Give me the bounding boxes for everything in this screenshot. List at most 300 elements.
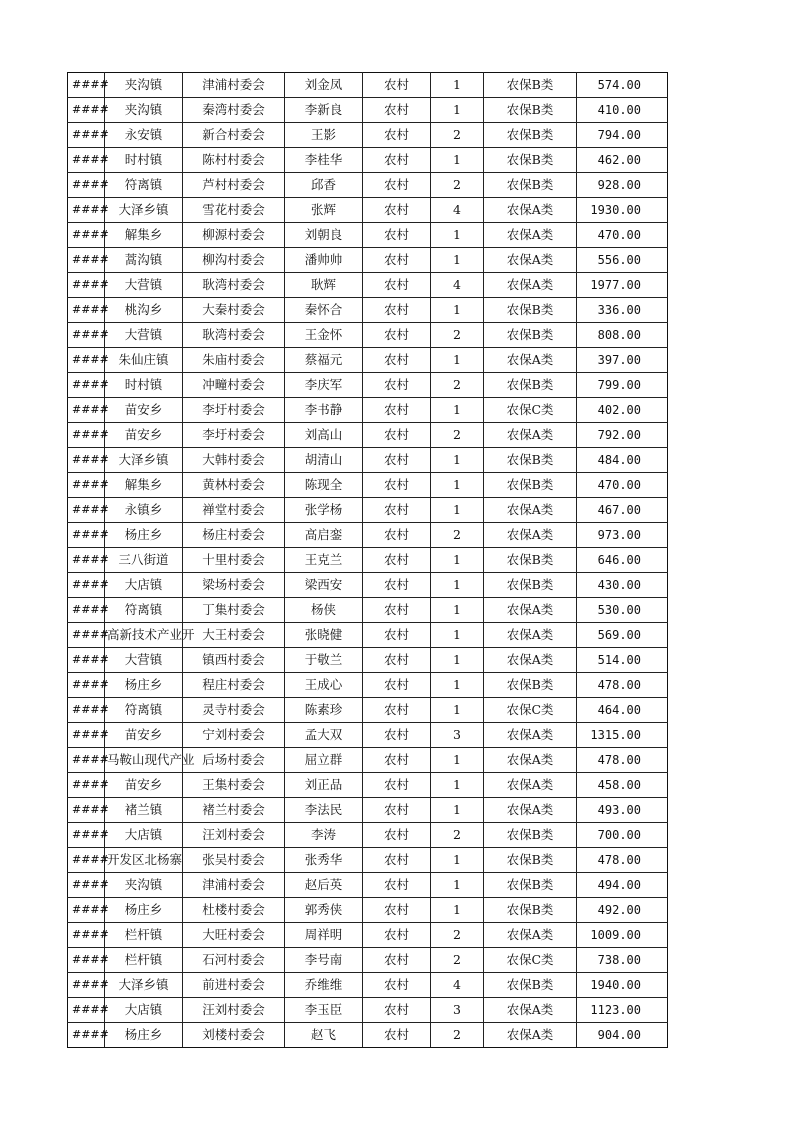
record-id-cell: ####	[68, 348, 105, 373]
table-row	[68, 448, 668, 473]
village-committee-cell: 新合村委会	[183, 123, 285, 148]
table-row	[68, 98, 668, 123]
name-cell: 于敬兰	[285, 648, 363, 673]
amount-cell: 478.00	[577, 673, 668, 698]
village-committee-cell: 黄林村委会	[183, 473, 285, 498]
household-size-cell: 3	[431, 998, 484, 1023]
village-committee-cell: 张吴村委会	[183, 848, 285, 873]
household-size-cell: 3	[431, 723, 484, 748]
record-id-cell: ####	[68, 748, 105, 773]
village-committee-cell: 后场村委会	[183, 748, 285, 773]
insurance-category-cell: 农保B类	[484, 823, 577, 848]
amount-cell: 478.00	[577, 848, 668, 873]
record-id-cell: ####	[68, 398, 105, 423]
household-size-cell: 1	[431, 748, 484, 773]
household-type-cell: 农村	[363, 298, 431, 323]
village-committee-cell: 大韩村委会	[183, 448, 285, 473]
name-cell: 李号南	[285, 948, 363, 973]
name-cell: 陈素珍	[285, 698, 363, 723]
insurance-category-cell: 农保A类	[484, 1023, 577, 1048]
village-committee-cell: 杨庄村委会	[183, 523, 285, 548]
township-cell: 高新技术产业开	[105, 623, 183, 648]
village-committee-cell: 十里村委会	[183, 548, 285, 573]
table-row	[68, 523, 668, 548]
amount-cell: 1123.00	[577, 998, 668, 1023]
record-id-cell: ####	[68, 1023, 105, 1048]
table-row	[68, 123, 668, 148]
name-cell: 屈立群	[285, 748, 363, 773]
household-type-cell: 农村	[363, 723, 431, 748]
insurance-category-cell: 农保A类	[484, 798, 577, 823]
insurance-category-cell: 农保B类	[484, 73, 577, 98]
record-id-cell: ####	[68, 498, 105, 523]
name-cell: 梁西安	[285, 573, 363, 598]
household-size-cell: 1	[431, 798, 484, 823]
amount-cell: 462.00	[577, 148, 668, 173]
township-cell: 符离镇	[105, 173, 183, 198]
household-type-cell: 农村	[363, 748, 431, 773]
township-cell: 苗安乡	[105, 423, 183, 448]
village-committee-cell: 王集村委会	[183, 773, 285, 798]
household-type-cell: 农村	[363, 473, 431, 498]
table-row	[68, 198, 668, 223]
township-cell: 符离镇	[105, 598, 183, 623]
township-cell: 杨庄乡	[105, 898, 183, 923]
name-cell: 杨侠	[285, 598, 363, 623]
village-committee-cell: 津浦村委会	[183, 73, 285, 98]
amount-cell: 470.00	[577, 223, 668, 248]
record-id-cell: ####	[68, 798, 105, 823]
household-size-cell: 1	[431, 623, 484, 648]
record-id-cell: ####	[68, 173, 105, 198]
record-id-cell: ####	[68, 873, 105, 898]
household-size-cell: 1	[431, 698, 484, 723]
township-cell: 苗安乡	[105, 723, 183, 748]
amount-cell: 430.00	[577, 573, 668, 598]
household-type-cell: 农村	[363, 198, 431, 223]
household-type-cell: 农村	[363, 698, 431, 723]
insurance-category-cell: 农保B类	[484, 673, 577, 698]
amount-cell: 336.00	[577, 298, 668, 323]
household-type-cell: 农村	[363, 273, 431, 298]
insurance-category-cell: 农保A类	[484, 923, 577, 948]
table-row	[68, 748, 668, 773]
record-id-cell: ####	[68, 423, 105, 448]
table-row	[68, 273, 668, 298]
record-id-cell: ####	[68, 673, 105, 698]
insurance-category-cell: 农保B类	[484, 473, 577, 498]
household-type-cell: 农村	[363, 673, 431, 698]
amount-cell: 410.00	[577, 98, 668, 123]
household-size-cell: 1	[431, 73, 484, 98]
name-cell: 张辉	[285, 198, 363, 223]
insurance-category-cell: 农保B类	[484, 973, 577, 998]
insurance-category-cell: 农保A类	[484, 248, 577, 273]
record-id-cell: ####	[68, 923, 105, 948]
name-cell: 王克兰	[285, 548, 363, 573]
table-row	[68, 873, 668, 898]
insurance-category-cell: 农保A类	[484, 223, 577, 248]
table-row	[68, 648, 668, 673]
village-committee-cell: 大王村委会	[183, 623, 285, 648]
table-row	[68, 773, 668, 798]
household-size-cell: 2	[431, 923, 484, 948]
household-size-cell: 4	[431, 273, 484, 298]
village-committee-cell: 大旺村委会	[183, 923, 285, 948]
name-cell: 张晓健	[285, 623, 363, 648]
record-id-cell: ####	[68, 248, 105, 273]
record-id-cell: ####	[68, 123, 105, 148]
village-committee-cell: 津浦村委会	[183, 873, 285, 898]
name-cell: 赵后英	[285, 873, 363, 898]
household-size-cell: 1	[431, 298, 484, 323]
name-cell: 刘金凤	[285, 73, 363, 98]
household-type-cell: 农村	[363, 598, 431, 623]
household-size-cell: 1	[431, 223, 484, 248]
village-committee-cell: 柳沟村委会	[183, 248, 285, 273]
township-cell: 蒿沟镇	[105, 248, 183, 273]
amount-cell: 1315.00	[577, 723, 668, 748]
household-size-cell: 2	[431, 323, 484, 348]
township-cell: 桃沟乡	[105, 298, 183, 323]
table-row	[68, 923, 668, 948]
village-committee-cell: 芦村村委会	[183, 173, 285, 198]
insurance-category-cell: 农保B类	[484, 98, 577, 123]
record-id-cell: ####	[68, 223, 105, 248]
table-row	[68, 548, 668, 573]
name-cell: 刘正品	[285, 773, 363, 798]
record-id-cell: ####	[68, 898, 105, 923]
name-cell: 张学杨	[285, 498, 363, 523]
household-size-cell: 1	[431, 548, 484, 573]
village-committee-cell: 汪刘村委会	[183, 998, 285, 1023]
township-cell: 杨庄乡	[105, 1023, 183, 1048]
record-id-cell: ####	[68, 948, 105, 973]
amount-cell: 402.00	[577, 398, 668, 423]
township-cell: 时村镇	[105, 373, 183, 398]
household-type-cell: 农村	[363, 348, 431, 373]
record-id-cell: ####	[68, 198, 105, 223]
insurance-category-cell: 农保B类	[484, 873, 577, 898]
household-type-cell: 农村	[363, 248, 431, 273]
village-committee-cell: 朱庙村委会	[183, 348, 285, 373]
table-row	[68, 298, 668, 323]
insurance-category-cell: 农保C类	[484, 948, 577, 973]
household-size-cell: 2	[431, 373, 484, 398]
table-row	[68, 973, 668, 998]
record-id-cell: ####	[68, 623, 105, 648]
name-cell: 郭秀侠	[285, 898, 363, 923]
name-cell: 胡清山	[285, 448, 363, 473]
village-committee-cell: 杜楼村委会	[183, 898, 285, 923]
table-row	[68, 1023, 668, 1048]
table-row	[68, 598, 668, 623]
township-cell: 大营镇	[105, 648, 183, 673]
name-cell: 耿辉	[285, 273, 363, 298]
insurance-category-cell: 农保A类	[484, 198, 577, 223]
township-cell: 褚兰镇	[105, 798, 183, 823]
table-row	[68, 723, 668, 748]
amount-cell: 792.00	[577, 423, 668, 448]
table-row	[68, 73, 668, 98]
amount-cell: 514.00	[577, 648, 668, 673]
household-type-cell: 农村	[363, 798, 431, 823]
household-size-cell: 2	[431, 423, 484, 448]
household-size-cell: 1	[431, 873, 484, 898]
name-cell: 刘朝良	[285, 223, 363, 248]
township-cell: 开发区北杨寨	[105, 848, 183, 873]
record-id-cell: ####	[68, 98, 105, 123]
township-cell: 时村镇	[105, 148, 183, 173]
record-id-cell: ####	[68, 973, 105, 998]
village-committee-cell: 梁场村委会	[183, 573, 285, 598]
household-type-cell: 农村	[363, 548, 431, 573]
amount-cell: 458.00	[577, 773, 668, 798]
household-size-cell: 2	[431, 948, 484, 973]
name-cell: 王影	[285, 123, 363, 148]
household-size-cell: 1	[431, 248, 484, 273]
village-committee-cell: 灵寺村委会	[183, 698, 285, 723]
township-cell: 符离镇	[105, 698, 183, 723]
household-type-cell: 农村	[363, 998, 431, 1023]
township-cell: 解集乡	[105, 473, 183, 498]
village-committee-cell: 禅堂村委会	[183, 498, 285, 523]
insurance-category-cell: 农保B类	[484, 173, 577, 198]
household-size-cell: 1	[431, 398, 484, 423]
township-cell: 朱仙庄镇	[105, 348, 183, 373]
table-row	[68, 398, 668, 423]
name-cell: 赵飞	[285, 1023, 363, 1048]
household-size-cell: 1	[431, 498, 484, 523]
table-row	[68, 323, 668, 348]
township-cell: 杨庄乡	[105, 673, 183, 698]
household-type-cell: 农村	[363, 948, 431, 973]
insurance-category-cell: 农保A类	[484, 273, 577, 298]
record-id-cell: ####	[68, 573, 105, 598]
household-size-cell: 2	[431, 123, 484, 148]
amount-cell: 470.00	[577, 473, 668, 498]
amount-cell: 467.00	[577, 498, 668, 523]
insurance-category-cell: 农保A类	[484, 623, 577, 648]
household-size-cell: 1	[431, 848, 484, 873]
household-type-cell: 农村	[363, 148, 431, 173]
record-id-cell: ####	[68, 323, 105, 348]
township-cell: 夹沟镇	[105, 73, 183, 98]
name-cell: 王金怀	[285, 323, 363, 348]
assistance-roster-table	[67, 72, 668, 1048]
name-cell: 李新良	[285, 98, 363, 123]
record-id-cell: ####	[68, 823, 105, 848]
household-type-cell: 农村	[363, 373, 431, 398]
township-cell: 大店镇	[105, 573, 183, 598]
household-size-cell: 1	[431, 573, 484, 598]
household-type-cell: 农村	[363, 898, 431, 923]
table-row	[68, 898, 668, 923]
record-id-cell: ####	[68, 473, 105, 498]
record-id-cell: ####	[68, 373, 105, 398]
household-size-cell: 1	[431, 348, 484, 373]
record-id-cell: ####	[68, 298, 105, 323]
household-size-cell: 1	[431, 473, 484, 498]
table-row	[68, 148, 668, 173]
amount-cell: 556.00	[577, 248, 668, 273]
insurance-category-cell: 农保A类	[484, 998, 577, 1023]
amount-cell: 799.00	[577, 373, 668, 398]
amount-cell: 808.00	[577, 323, 668, 348]
township-cell: 夹沟镇	[105, 98, 183, 123]
name-cell: 李玉臣	[285, 998, 363, 1023]
amount-cell: 1977.00	[577, 273, 668, 298]
township-cell: 永安镇	[105, 123, 183, 148]
insurance-category-cell: 农保A类	[484, 348, 577, 373]
insurance-category-cell: 农保B类	[484, 123, 577, 148]
record-id-cell: ####	[68, 548, 105, 573]
village-committee-cell: 前进村委会	[183, 973, 285, 998]
amount-cell: 928.00	[577, 173, 668, 198]
table-row	[68, 248, 668, 273]
name-cell: 周祥明	[285, 923, 363, 948]
household-type-cell: 农村	[363, 973, 431, 998]
village-committee-cell: 程庄村委会	[183, 673, 285, 698]
name-cell: 张秀华	[285, 848, 363, 873]
township-cell: 大店镇	[105, 998, 183, 1023]
record-id-cell: ####	[68, 523, 105, 548]
household-type-cell: 农村	[363, 73, 431, 98]
amount-cell: 794.00	[577, 123, 668, 148]
household-type-cell: 农村	[363, 823, 431, 848]
household-type-cell: 农村	[363, 173, 431, 198]
table-row	[68, 798, 668, 823]
township-cell: 大泽乡镇	[105, 973, 183, 998]
name-cell: 李书静	[285, 398, 363, 423]
household-size-cell: 1	[431, 448, 484, 473]
township-cell: 栏杆镇	[105, 948, 183, 973]
record-id-cell: ####	[68, 848, 105, 873]
record-id-cell: ####	[68, 998, 105, 1023]
household-type-cell: 农村	[363, 648, 431, 673]
household-size-cell: 1	[431, 773, 484, 798]
name-cell: 乔维维	[285, 973, 363, 998]
table-row	[68, 173, 668, 198]
village-committee-cell: 褚兰村委会	[183, 798, 285, 823]
village-committee-cell: 耿湾村委会	[183, 323, 285, 348]
township-cell: 大营镇	[105, 273, 183, 298]
record-id-cell: ####	[68, 73, 105, 98]
township-cell: 夹沟镇	[105, 873, 183, 898]
name-cell: 李涛	[285, 823, 363, 848]
household-type-cell: 农村	[363, 773, 431, 798]
amount-cell: 494.00	[577, 873, 668, 898]
village-committee-cell: 耿湾村委会	[183, 273, 285, 298]
insurance-category-cell: 农保B类	[484, 448, 577, 473]
table-row	[68, 473, 668, 498]
household-size-cell: 1	[431, 673, 484, 698]
name-cell: 蔡福元	[285, 348, 363, 373]
household-size-cell: 1	[431, 98, 484, 123]
household-type-cell: 农村	[363, 423, 431, 448]
insurance-category-cell: 农保B类	[484, 373, 577, 398]
insurance-category-cell: 农保B类	[484, 148, 577, 173]
household-type-cell: 农村	[363, 98, 431, 123]
table-row	[68, 948, 668, 973]
name-cell: 陈现全	[285, 473, 363, 498]
insurance-category-cell: 农保A类	[484, 723, 577, 748]
name-cell: 李法民	[285, 798, 363, 823]
table-row	[68, 573, 668, 598]
township-cell: 大营镇	[105, 323, 183, 348]
household-type-cell: 农村	[363, 223, 431, 248]
household-type-cell: 农村	[363, 448, 431, 473]
table-row	[68, 698, 668, 723]
household-size-cell: 4	[431, 198, 484, 223]
household-type-cell: 农村	[363, 1023, 431, 1048]
township-cell: 大店镇	[105, 823, 183, 848]
amount-cell: 484.00	[577, 448, 668, 473]
township-cell: 解集乡	[105, 223, 183, 248]
household-type-cell: 农村	[363, 623, 431, 648]
record-id-cell: ####	[68, 598, 105, 623]
village-committee-cell: 石河村委会	[183, 948, 285, 973]
insurance-category-cell: 农保A类	[484, 773, 577, 798]
amount-cell: 646.00	[577, 548, 668, 573]
village-committee-cell: 雪花村委会	[183, 198, 285, 223]
insurance-category-cell: 农保A类	[484, 598, 577, 623]
name-cell: 李庆军	[285, 373, 363, 398]
table-row	[68, 498, 668, 523]
village-committee-cell: 宁刘村委会	[183, 723, 285, 748]
amount-cell: 478.00	[577, 748, 668, 773]
village-committee-cell: 柳源村委会	[183, 223, 285, 248]
record-id-cell: ####	[68, 148, 105, 173]
amount-cell: 492.00	[577, 898, 668, 923]
village-committee-cell: 陈村村委会	[183, 148, 285, 173]
household-type-cell: 农村	[363, 923, 431, 948]
township-cell: 苗安乡	[105, 773, 183, 798]
village-committee-cell: 丁集村委会	[183, 598, 285, 623]
table-row	[68, 223, 668, 248]
household-size-cell: 2	[431, 1023, 484, 1048]
household-type-cell: 农村	[363, 398, 431, 423]
amount-cell: 973.00	[577, 523, 668, 548]
table-row	[68, 348, 668, 373]
village-committee-cell: 刘楼村委会	[183, 1023, 285, 1048]
township-cell: 大泽乡镇	[105, 448, 183, 473]
name-cell: 高启銮	[285, 523, 363, 548]
table-row	[68, 373, 668, 398]
amount-cell: 904.00	[577, 1023, 668, 1048]
amount-cell: 493.00	[577, 798, 668, 823]
table-row	[68, 673, 668, 698]
insurance-category-cell: 农保B类	[484, 573, 577, 598]
household-size-cell: 2	[431, 523, 484, 548]
name-cell: 李桂华	[285, 148, 363, 173]
household-type-cell: 农村	[363, 573, 431, 598]
insurance-category-cell: 农保A类	[484, 423, 577, 448]
insurance-category-cell: 农保B类	[484, 898, 577, 923]
village-committee-cell: 汪刘村委会	[183, 823, 285, 848]
amount-cell: 738.00	[577, 948, 668, 973]
insurance-category-cell: 农保A类	[484, 748, 577, 773]
village-committee-cell: 镇西村委会	[183, 648, 285, 673]
insurance-category-cell: 农保A类	[484, 648, 577, 673]
name-cell: 邱香	[285, 173, 363, 198]
name-cell: 孟大双	[285, 723, 363, 748]
insurance-category-cell: 农保B类	[484, 323, 577, 348]
record-id-cell: ####	[68, 648, 105, 673]
table-row	[68, 823, 668, 848]
record-id-cell: ####	[68, 723, 105, 748]
name-cell: 王成心	[285, 673, 363, 698]
